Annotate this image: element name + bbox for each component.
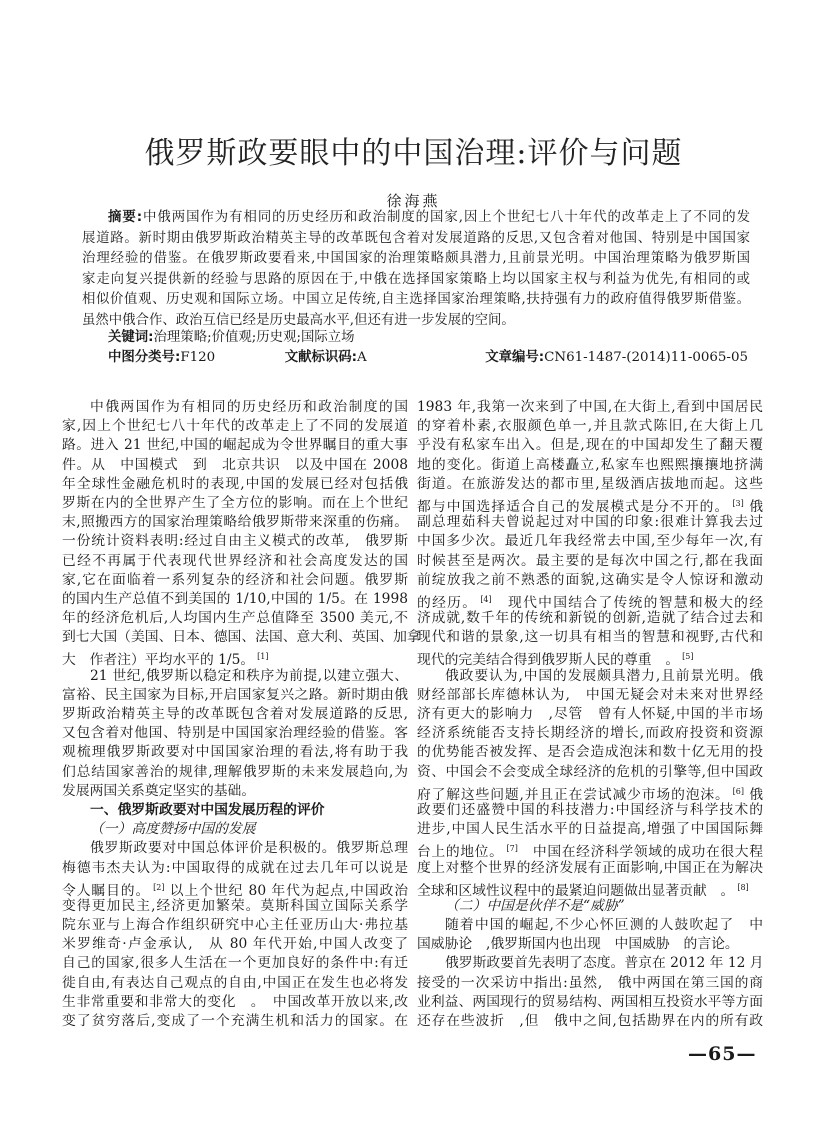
body-line (62, 878, 408, 897)
subsection-heading (417, 897, 763, 916)
line-text: 俄 (743, 498, 763, 515)
abstract-text: 治理经验的借鉴。在俄罗斯政要看来,中国国家的治理策略颇具潜力,且前景光明。中国治理策略为俄罗斯国 (82, 251, 750, 266)
line-text: 路。进入 21 世纪,中国的崛起成为令世界瞩目的重大事 (62, 437, 408, 454)
body-line (62, 647, 408, 669)
classification-line (108, 348, 748, 368)
line-text: 生非常重要和非常大的变化 。 中国改革开放以来,改 (62, 993, 408, 1010)
line-text: 台上的地位。 (417, 844, 504, 861)
body-line (417, 705, 763, 724)
line-text: 21 世纪,俄罗斯以稳定和秩序为前提,以建立强大、 (90, 667, 408, 684)
line-text: 米罗维奇·卢金承认, 从 80 年代开始,中国人改变了 (62, 936, 408, 953)
line-text: 财经部部长库德林认为, 中国无疑会对未来对世界经 (417, 686, 763, 703)
citation-ref: [2] (153, 882, 165, 892)
body-line (417, 935, 763, 954)
body-line (417, 436, 763, 455)
line-text: 的穿着朴素,衣服颜色单一,并且款式陈旧,在大街上几 (417, 418, 763, 435)
body-line (62, 513, 408, 532)
body-line (417, 513, 763, 532)
body-line (62, 417, 408, 436)
line-text: 自己的国家,很多人生活在一个更加良好的条件中:有迁 (62, 955, 408, 972)
line-text: 经济系统能否支持长期经济的增长,而政府投资和资源 (417, 725, 763, 742)
abstract-line (82, 208, 750, 229)
body-line (62, 686, 408, 705)
abstract-text: 展道路。新时期由俄罗斯政治精英主导的改革既包含着对发展道路的反思,又包含着对他国、特别是中国国家 (82, 230, 750, 246)
line-text: 件。从 中国模式 到 北京共识 以及中国在 2008 (62, 456, 408, 473)
line-text: 前绽放我之前不熟悉的面貌,这确实是令人惊讶和激动 (417, 571, 763, 588)
line-text: 资、中国会不会变成全球经济的危机的引擎等,但中国政 (417, 763, 763, 780)
line-text: （一）高度赞扬中国的发展 (90, 821, 256, 838)
line-text: 徙自由,有表达自己观点的自由,中国正在发生也必将发 (62, 974, 408, 991)
body-line (62, 763, 408, 782)
abstract-text: 相似价值观、历史观和国际立场。中国立足传统,自主选择国家治理策略,扶持强有力的政府值得俄罗斯借鉴。 (82, 292, 750, 307)
line-text: 大 作者注）平均水平的 1/5。 (62, 652, 255, 669)
line-text: 地的变化。街道上高楼矗立,私家车也熙熙攘攘地挤满 (417, 456, 763, 473)
line-text: 时候甚至是两次。最主要的是每次中国之行,都在我面 (417, 552, 763, 569)
line-text: 中俄两国作为有相同的历史经历和政治制度的国 (90, 399, 408, 415)
line-text: 罗斯政治精英主导的改革既包含着对发展道路的反思, (62, 706, 408, 722)
subsection-heading (62, 820, 408, 839)
citation-ref: [7] (506, 844, 518, 854)
line-text: （二）中国是伙伴不是“威胁” (445, 897, 625, 914)
line-text: 罗斯在内的全世界产生了全方位的影响。而在上个世纪 (62, 494, 408, 511)
citation-ref: [1] (257, 652, 269, 662)
line-text: 院东亚与上海合作组织研究中心主任亚历山大·弗拉基 (62, 917, 408, 934)
line-text: 梅德韦杰夫认为:中国取得的成就在过去几年可以说是 (62, 859, 408, 876)
section-heading (62, 801, 408, 820)
line-text: 家,因上个世纪七八十年代的改革走上了不同的发展道 (62, 418, 408, 435)
body-line (62, 628, 421, 647)
line-text: 济成就,数千年的传统和新锐的创新,造就了结合过去和 (417, 610, 763, 627)
author: 徐海燕 (386, 192, 441, 210)
line-text: 的国内生产总值不到美国的 1/10,中国的 1/5。在 1998 (62, 590, 408, 607)
body-line (62, 609, 408, 628)
line-text: 都与中国选择适合自己的发展模式是分不开的。 (417, 498, 730, 515)
line-text: 副总理茹科夫曾说起过对中国的印象:很难计算我去过 (417, 514, 763, 531)
line-text: 现代的完美结合得到俄罗斯人民的尊重 。 (417, 652, 680, 669)
body-line (62, 398, 408, 417)
body-line (62, 475, 408, 494)
body-line (417, 801, 763, 820)
body-line (417, 667, 763, 686)
body-line (62, 859, 408, 878)
citation-ref: [4] (480, 594, 492, 604)
line-text: 街道。在旅游发达的都市里,星级酒店拔地而起。这些 (417, 475, 763, 492)
abstract-line (82, 229, 750, 250)
body-line (417, 916, 763, 935)
line-text: 俄罗斯政要对中国总体评价是积极的。俄罗斯总理 (90, 840, 408, 857)
line-text: 俄政要认为,中国的发展颇具潜力,且前景光明。俄 (445, 667, 763, 684)
line-text: 业利益、两国现行的贸易结构、两国相互投资水平等方面 (417, 993, 763, 1010)
line-text: 现代中国结合了传统的智慧和极大的经 (491, 594, 764, 611)
abstract-line (82, 290, 750, 311)
body-column-right (417, 398, 763, 1031)
line-text: 全球和区域性议程中的最紧迫问题做出显著贡献 。 (417, 882, 735, 899)
abstract-line (82, 249, 750, 270)
line-text: 观梳理俄罗斯政要对中国国家治理的看法,将有助于我 (62, 744, 408, 761)
line-text: 发展两国关系奠定坚实的基础。 (62, 782, 256, 799)
body-line (417, 839, 764, 861)
page-number: —65— (688, 1043, 757, 1065)
body-line (417, 859, 763, 878)
body-line (417, 571, 763, 590)
line-text: 令人瞩目的。 (62, 882, 151, 899)
body-line (417, 532, 763, 551)
line-text: 的优势能否被发挥、是否会造成泡沫和数十亿无用的投 (417, 744, 763, 761)
body-column-left (62, 398, 421, 1031)
article-number-value: CN61-1487-(2014)11-0065-05 (544, 350, 748, 365)
abstract-line (82, 270, 750, 291)
body-line (417, 974, 763, 993)
line-text: 已经不再属于代表现代世界经济和社会高度发达的国 (62, 552, 408, 569)
abstract-label: 摘要: (108, 210, 143, 225)
line-text: 1983 年,我第一次来到了中国,在大街上,看到中国居民 (417, 399, 763, 415)
body-line (62, 897, 408, 916)
body-line (62, 954, 408, 973)
citation-ref: [8] (737, 882, 749, 892)
body-line (417, 954, 763, 973)
body-line (62, 532, 408, 551)
line-text: 又包含着对他国、特别是中国国家治理经验的借鉴。客 (62, 725, 408, 742)
body-line (62, 552, 408, 571)
body-line (62, 782, 408, 801)
body-line (62, 436, 408, 455)
body-line (417, 763, 763, 782)
abstract-text: 家走向复兴提供新的经验与思路的原因在于,中俄在选择国家策略上均以国家主权与利益为优先,有相同的或 (82, 271, 750, 287)
body-line (62, 743, 408, 762)
body-line (417, 724, 763, 743)
abstract (82, 208, 750, 331)
line-text: 国威胁论 ,俄罗斯国内也出现 中国威胁 的言论。 (417, 936, 739, 953)
body-line (62, 571, 408, 590)
line-text: 变得更加民主,经济更加繁荣。莫斯科国立国际关系学 (62, 897, 408, 914)
body-line (417, 475, 763, 494)
body-line (62, 590, 408, 609)
body-line (417, 820, 763, 839)
keywords-label: 关键词: (108, 330, 154, 345)
body-line (62, 916, 408, 935)
body-line (417, 1012, 763, 1031)
line-text: 接受的一次采访中指出:虽然, 俄中两国在第三国的商 (417, 974, 763, 991)
body-line (62, 724, 408, 743)
abstract-text: 虽然中俄合作、政治互信已经是历史最高水平,但还有进一步发展的空间。 (82, 312, 515, 328)
body-line (417, 609, 763, 628)
body-line (417, 417, 763, 436)
body-line (417, 743, 763, 762)
line-text: 中国在经济科学领域的成功在很大程 (517, 844, 764, 861)
body-line (417, 686, 763, 705)
line-text: 还存在些波折 ,但 俄中之间,包括勘界在内的所有政 (417, 1013, 763, 1029)
body-line (417, 878, 763, 897)
body-line (62, 993, 408, 1012)
keywords (108, 328, 355, 348)
line-text: 俄 (743, 786, 763, 803)
line-text: 到七大国（美国、日本、德国、法国、意大利、英国、加拿 (62, 629, 421, 646)
line-text: 进步,中国人民生活水平的日益提高,增强了中国国际舞 (417, 821, 763, 838)
article-number-label: 文章编号: (485, 350, 545, 365)
line-text: 以上个世纪 80 年代为起点,中国政治 (164, 882, 409, 899)
body-line (417, 494, 763, 513)
line-text: 一份统计资料表明:经过自由主义模式的改革, 俄罗斯 (62, 533, 408, 550)
line-text: 家,它在面临着一系列复杂的经济和社会问题。俄罗斯 (62, 571, 408, 588)
body-line (62, 935, 408, 954)
doc-code-label: 文献标识码: (284, 350, 357, 365)
body-line (417, 456, 763, 475)
citation-ref: [5] (682, 652, 694, 662)
body-line (62, 839, 408, 858)
article-title: 俄罗斯政要眼中的中国治理:评价与问题 (144, 136, 683, 171)
line-text: 俄罗斯政要首先表明了态度。普京在 2012 年 12 月 (445, 955, 764, 972)
line-text: 府了解这些问题,并且正在尝试减少市场的泡沫。 (417, 786, 730, 803)
line-text: 们总结国家善治的规律,理解俄罗斯的未来发展趋向,为 (62, 763, 408, 780)
line-text: 的经历。 (417, 594, 478, 611)
doc-code-value: A (357, 350, 367, 365)
line-text: 富裕、民主国家为目标,开启国家复兴之路。新时期由俄 (62, 686, 408, 703)
clc-label: 中图分类号: (108, 350, 181, 365)
body-line (62, 1012, 408, 1031)
keywords-value: 治理策略;价值观;历史观;国际立场 (153, 330, 355, 345)
body-line (62, 667, 408, 686)
body-line (62, 974, 408, 993)
line-text: 政要们还盛赞中国的科技潜力:中国经济与科学技术的 (417, 801, 763, 818)
line-text: 末,照搬西方的国家治理策略给俄罗斯带来深重的伤痛。 (62, 514, 408, 531)
line-text: 现代和谐的景象,这一切具有相当的智慧和视野,古代和 (417, 629, 763, 646)
abstract-text: 中俄两国作为有相同的历史经历和政治制度的国家,因上个世纪七八十年代的改革走上了不同的发 (142, 210, 750, 225)
body-line (62, 456, 408, 475)
body-line (417, 782, 763, 801)
body-line (417, 647, 763, 669)
body-line (417, 590, 763, 609)
body-line (62, 705, 408, 724)
body-line (417, 993, 763, 1012)
citation-ref: [3] (732, 498, 744, 508)
line-text: 度上对整个世界的经济发展有正面影响,中国正在为解决 (417, 859, 763, 876)
body-line (417, 552, 763, 571)
line-text: 济有更大的影响力 ,尽管 曾有人怀疑,中国的半市场 (417, 706, 763, 722)
body-line (417, 398, 763, 417)
clc-value: F120 (180, 350, 216, 365)
body-line (62, 494, 408, 513)
line-text: 年全球性金融危机时的表现,中国的发展已经对包括俄 (62, 475, 408, 492)
line-text: 随着中国的崛起,不少心怀叵测的人鼓吹起了 中 (445, 917, 763, 934)
line-text: 一、俄罗斯政要对中国发展历程的评价 (90, 801, 325, 818)
body-line (417, 628, 763, 647)
line-text: 变了贫穷落后,变成了一个充满生机和活力的国家。在 (62, 1013, 408, 1029)
citation-ref: [6] (732, 786, 744, 796)
line-text: 中国多少次。最近几年我经常去中国,至少每年一次,有 (417, 533, 763, 550)
line-text: 乎没有私家车出入。但是,现在的中国却发生了翻天覆 (417, 437, 763, 454)
line-text: 年的经济危机后,人均国内生产总值降至 3500 美元,不 (62, 610, 408, 627)
